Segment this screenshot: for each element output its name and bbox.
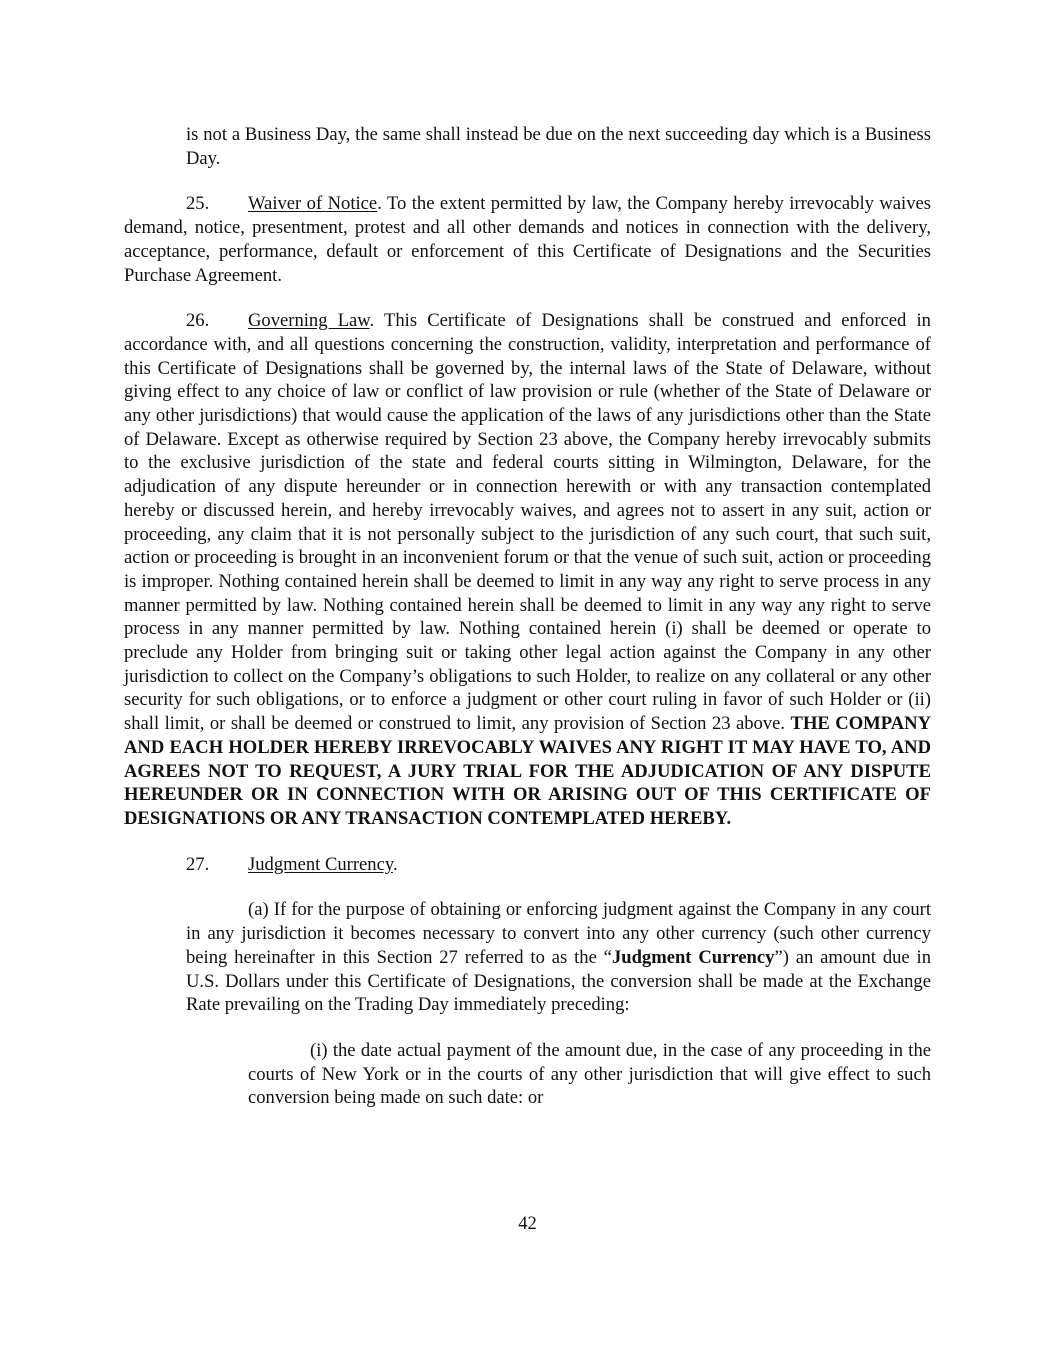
section-25-heading: Waiver of Notice xyxy=(248,193,378,215)
section-26-paragraph xyxy=(124,309,931,830)
section-26-heading: Governing Law xyxy=(248,310,370,332)
section-27-para-a xyxy=(186,898,931,1017)
section-26-number: 26. xyxy=(186,310,210,332)
page-number: 42 xyxy=(518,1213,537,1234)
section-27-para-a-end: ”) an amount due in U.S. Dollars under this Certificate of Designations, the conversion shall be made at the Exchange Rate prevailing on the Trading Day immediately preceding: xyxy=(186,946,932,1016)
section-25-number: 25. xyxy=(186,193,210,215)
continuation-paragraph: is not a Business Day, the same shall instead be due on the next succeeding day which is a Business Day. xyxy=(186,124,931,169)
section-26-jury-waiver: THE COMPANY AND EACH HOLDER HEREBY IRREVOCABLY WAIVES ANY RIGHT IT MAY HAVE TO, AND AGREES NOT TO REQUEST, A JURY TRIAL FOR THE ADJUDICATION OF ANY DISPUTE HEREUNDER OR IN CONNECTION WITH OR ARISING OUT OF THIS CERTIFICATE OF DESIGNATIONS OR ANY TRANSACTION CONTEMPLATED HEREBY. xyxy=(124,713,931,829)
section-27-para-i: (i) the date actual payment of the amount due, in the case of any proceeding in the courts of New York or in the courts of any other jurisdiction that will give effect to such conversion being made on such date: or xyxy=(248,1039,931,1109)
section-27-number: 27. xyxy=(186,853,210,875)
document-page xyxy=(124,123,931,1110)
section-27-para-a-start: (a) If for the purpose of obtaining or enforcing judgment against the Company in any court in any jurisdiction it becomes necessary to convert into any other currency (such other currency being hereinafter in this Section 27 referred to as the “ xyxy=(186,899,931,968)
section-25-text: . To the extent permitted by law, the Company hereby irrevocably waives demand, notice, presentment, protest and all other demands and notices in connection with the delivery, acceptance, performance, default or enforcement of this Certificate of Designations and the Securities Purchase Agreement. xyxy=(124,193,932,286)
section-27-heading: Judgment Currency xyxy=(248,853,393,875)
section-26-text: . This Certificate of Designations shall be construed and enforced in accordance with, and all questions concerning the construction, validity, interpretation and performance of this Certificate of Designations shall be governed by, the internal laws of the State of Delaware, without giving effect to any choice of law or conflict of law provision or rule (whether of the State of Delaware or any other jurisdictions) that would cause the application of the laws of any jurisdictions other than the State of Delaware. Except as otherwise required by Section 23 above, the Company hereby irrevocably submits to the exclusive jurisdiction of the state and federal courts sitting in Wilmington, Delaware, for the adjudication of any dispute hereunder or in connection herewith or with any transaction contemplated hereby or discussed herein, and hereby irrevocably waives, and agrees not to assert in any suit, action or proceeding, any claim that it is not personally subject to the jurisdiction of any such court, that such suit, action or proceeding is brought in an inconvenient forum or that the venue of such suit, action or proceeding is improper. Nothing contained herein shall be deemed to limit in any way any right to serve process in any manner permitted by law. Nothing contained herein shall be deemed to limit in any way any right to serve process in any manner permitted by law. Nothing contained herein (i) shall be deemed or operate to preclude any Holder from bringing suit or taking other legal action against the Company in any other jurisdiction to collect on the Company’s obligations to such Holder, to realize on any collateral or any other security for such obligations, or to enforce a judgment or other court ruling in favor of such Holder or (ii) shall limit, or shall be deemed or construed to limit, any provision of Section 23 above. xyxy=(124,310,931,735)
section-27-heading-tail: . xyxy=(392,853,398,875)
judgment-currency-term: Judgment Currency xyxy=(611,946,775,968)
section-27-heading-line xyxy=(124,853,931,877)
section-25-paragraph xyxy=(124,192,931,287)
